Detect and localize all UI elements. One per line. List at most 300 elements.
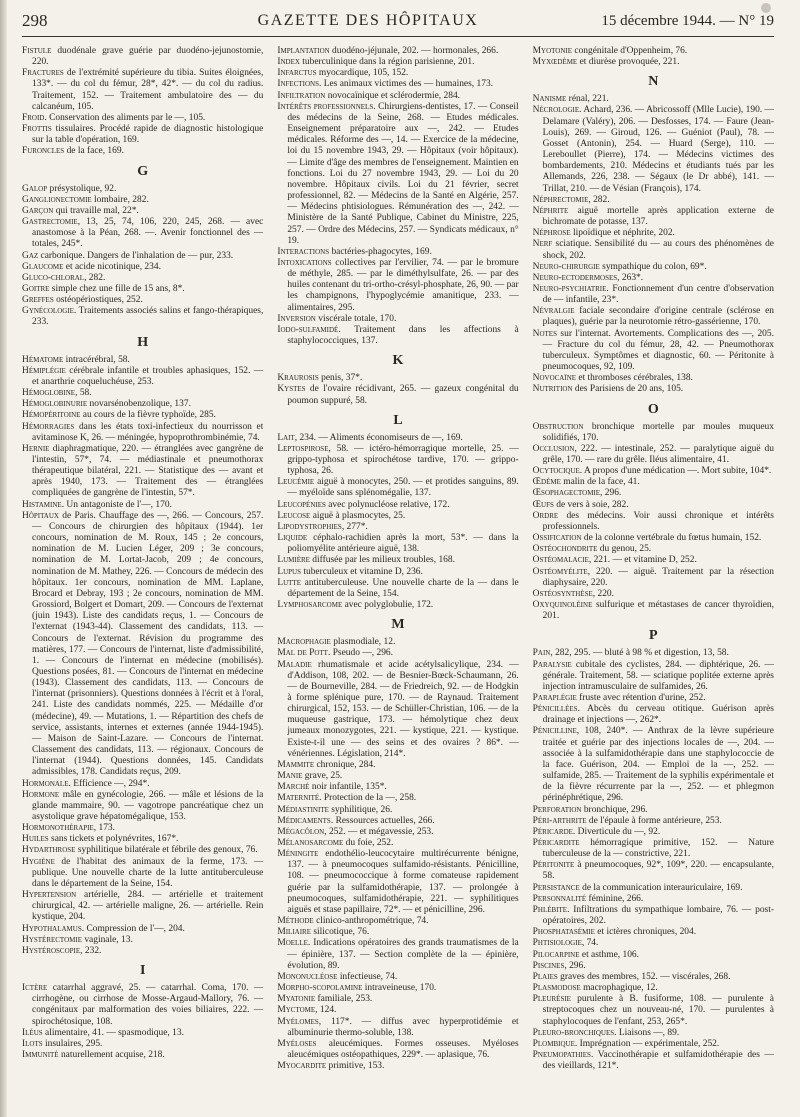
entry-text: faciale secondaire d'origine centrale (sclérose en plaques), guérie par la neurotomie rétro-gassérienne, 170. <box>542 306 774 328</box>
entry-text: qui travaille mal, 22*. <box>53 205 139 216</box>
entry-keyword: Hernie <box>22 443 50 454</box>
section-letter: L <box>393 412 403 428</box>
entry-text: fruste avec rétention d'urine, 252. <box>576 692 706 703</box>
entry-text: tissulaires. Procédé rapide de diagnostic histologique sur la table d'opération, 169. <box>32 124 264 146</box>
index-entry <box>533 983 774 994</box>
index-entry <box>533 1039 774 1050</box>
index-entry <box>277 477 518 499</box>
entry-keyword: Mammite <box>277 759 315 770</box>
entry-text: plasmodiale, 12. <box>330 637 396 648</box>
section-letter: N <box>648 74 659 90</box>
index-entry <box>277 325 518 347</box>
entry-text: . Imprégnation — expérimentale, 252. <box>574 1038 720 1049</box>
entry-keyword: Hémorragies <box>22 421 75 432</box>
entry-text: du genou, 25. <box>597 544 652 555</box>
index-entry <box>22 388 263 399</box>
entry-keyword: Implantation <box>277 46 330 56</box>
index-entry <box>277 660 518 760</box>
entry-text: , 282. <box>588 194 610 205</box>
index-column-3 <box>533 46 774 1111</box>
index-entry <box>533 726 774 804</box>
index-entry <box>277 533 518 555</box>
index-entry <box>277 314 518 325</box>
entry-keyword: Froid <box>22 112 45 123</box>
entry-text: . Diverticule du —, 92. <box>572 826 661 837</box>
entry-text: , 263*. <box>617 272 644 283</box>
entry-keyword: Myctome <box>277 1005 316 1016</box>
entry-text: artérielle, 284. — artérielle et traitement chirurgical, 42. — artérielle maligne, 26. — artérielle. Rein kystique, 204. <box>32 890 264 923</box>
index-entry <box>533 589 774 600</box>
index-entry <box>533 860 774 882</box>
issue-date: 15 décembre 1944. — N° 19 <box>601 12 774 29</box>
entry-keyword: Péri-arthrite <box>532 815 587 826</box>
index-entry <box>277 771 518 782</box>
index-entry <box>277 916 518 927</box>
index-entry <box>533 544 774 555</box>
entry-keyword: Gastrectomie <box>22 217 78 228</box>
entry-text: diffusée par les milieux troubles, 168. <box>309 555 455 566</box>
entry-text: . Protection de la —, 258. <box>319 793 417 804</box>
entry-keyword: Hypothalamus <box>22 923 82 934</box>
entry-text: sur l'internat. Avortements. Complications des —, 205. — Fracture du col du fémur, 28, 42. — Pneumothorax tuberculeux. Symptômes et diagnostic, 60. — Péritonite à pneumocoques, 92, 109. <box>542 328 774 373</box>
entry-text: . Fonctionnement d'un centre d'observation de — infantile, 23*. <box>542 283 774 306</box>
entry-keyword: Médicaments <box>277 815 331 826</box>
index-entry <box>533 1028 774 1039</box>
entry-keyword: Neuro-ectodermoses <box>532 272 618 283</box>
entry-keyword: Péritonite <box>532 860 575 871</box>
entry-keyword: Oxyquinoléine <box>532 600 593 611</box>
index-entry <box>277 102 518 247</box>
index-entry <box>533 994 774 1027</box>
index-entry <box>277 91 518 102</box>
entry-keyword: Névralgie <box>532 306 575 317</box>
entry-keyword: Hystérectomie <box>22 934 82 945</box>
index-entry <box>22 779 263 790</box>
entry-keyword: Médiastinite <box>277 804 329 815</box>
entry-keyword: Myéloses <box>277 1038 317 1049</box>
entry-text: . Ressources actuelles, 266. <box>330 815 435 826</box>
index-entry <box>533 600 774 622</box>
entry-text: au cours de la fièvre typhoïde, 285. <box>80 410 216 421</box>
index-entry <box>22 983 263 1028</box>
entry-keyword: Ossification <box>532 533 582 544</box>
entry-text: de la colonne vertébrale du fœtus humain, 152. <box>581 533 762 544</box>
entry-keyword: Goitre <box>22 283 50 294</box>
entry-text: penis, 37*. <box>318 373 363 384</box>
index-entry <box>277 648 518 659</box>
index-entry <box>533 206 774 228</box>
entry-keyword: Hormonale <box>22 778 69 789</box>
entry-text: et asthme, 106. <box>579 949 640 960</box>
entry-text: antituberculeuse. Une nouvelle charte de la — dans le département de la Seine, 154. <box>287 577 519 599</box>
index-entry <box>22 262 263 273</box>
index-entry <box>277 927 518 938</box>
entry-keyword: Nutrition <box>532 384 573 395</box>
entry-keyword: Plaies <box>532 971 558 982</box>
entry-text: . Conservation des aliments par le —, 105. <box>44 112 206 123</box>
entry-keyword: Plombique <box>532 1038 575 1049</box>
index-entry <box>22 366 263 388</box>
entry-text: malin de la face, 41. <box>560 477 640 488</box>
index-entry <box>277 805 518 816</box>
entry-text: silicotique, 76. <box>311 927 370 938</box>
entry-text: . Traitement dans les affections à staphylococciques, 137. <box>287 324 519 347</box>
entry-keyword: Néphrite <box>532 205 569 216</box>
entry-keyword: Hormonothérapie <box>22 823 94 834</box>
entry-text: bactéries-phagocytes, 169. <box>329 246 432 257</box>
entry-text: duodéno-jéjunale, 202. — hormonales, 266. <box>329 46 499 56</box>
entry-keyword: Marché <box>277 782 310 793</box>
entry-text: insulaires, 295. <box>42 1038 103 1049</box>
entry-keyword: Méthode <box>277 916 314 927</box>
index-entry <box>533 555 774 566</box>
entry-text: sans tickets et polynévrites, 167*. <box>48 834 179 845</box>
entry-text: , 13, 25, 74, 106, 220, 245, 268. — avec anastomose à la Péan, 268. —. Avenir fonctionnel des — totales, 245*. <box>32 217 264 250</box>
entry-keyword: Persistance <box>532 882 580 893</box>
index-entry <box>22 422 263 444</box>
entry-text: des médecins. Voir aussi chronique et intérêts professionnels. <box>542 510 774 532</box>
entry-keyword: Hygiène <box>22 856 55 867</box>
entry-text: , 296. <box>600 488 622 499</box>
entry-keyword: Mal de Pott <box>277 648 328 659</box>
index-column-2 <box>277 46 518 1111</box>
index-entry <box>277 1017 518 1039</box>
entry-keyword: Intoxications <box>277 257 332 268</box>
entry-keyword: Novocaïne <box>532 373 577 384</box>
index-entry <box>22 68 263 113</box>
index-entry <box>277 247 518 258</box>
index-entry <box>277 637 518 648</box>
index-entry <box>533 94 774 105</box>
entry-keyword: Néphrose <box>532 228 571 239</box>
index-entry <box>22 845 263 856</box>
entry-text: de l'épaule à forme antérieure, 253. <box>586 815 722 826</box>
entry-keyword: Phlébite <box>532 904 568 915</box>
entry-keyword: Plasmodose <box>532 983 581 994</box>
entry-keyword: Piscines <box>532 960 565 971</box>
index-entry <box>533 306 774 328</box>
section-letter: H <box>137 334 149 350</box>
entry-keyword: Myatonie <box>277 994 316 1005</box>
index-entry <box>533 648 774 659</box>
index-entry <box>533 284 774 306</box>
index-entry <box>533 57 774 68</box>
index-entry <box>277 68 518 79</box>
entry-text: primitive, 153. <box>326 1061 385 1072</box>
entry-text: , 74. <box>581 938 599 949</box>
entry-keyword: Pleuro-bronchiques <box>532 1027 615 1038</box>
entry-text: catarrhal aggravé, 25. — catarrhal. Coma, 170. — cirrhogène, ou cirrhose de Mosse-Argaud-Mallory, 76. — congénitaux par malformation des voies biliaires, 222. — spirochétosique, 108. <box>32 983 264 1027</box>
index-entry <box>277 793 518 804</box>
entry-text: rhumatismale et acide acétylsalicylique, 234. — d'Addison, 108, 202. — de Besnier-Bœck-Schaumann, 26. — de Bourneville, 284. — de Friedreich, 92. — de Hodgkin à forme splénique pure, 170. — de Raynaud. Traitement chirurgical, 152, 153. — de Schüller-Christian, 106. — de la muqueuse gastrique, 173. — hémolytique chez deux jumeaux monozygotes, 221. — kystique, 221. — kystique. Existe-t-il une — des seins et des ovaires ? 86*. — vénériennes. Législation, 214*. <box>287 659 519 759</box>
entry-text: mâle en gynécologie, 266. — mâle et lésions de la glande mammaire, 90. — vagotrope pancréatique chez un asystolique grave hépatomégalique, 153. <box>32 789 264 822</box>
entry-keyword: Hémopéritoine <box>22 410 81 421</box>
entry-keyword: Mélanosarcome <box>277 838 344 848</box>
entry-keyword: Pilocarpine <box>532 949 580 960</box>
entry-keyword: Lait <box>277 432 295 443</box>
entry-text: de l'habitat des animaux de la ferme, 173. — publique. Une nouvelle charte de la lutte antituberculeuse dans le département de la Seine, 154. <box>32 856 264 889</box>
entry-text: intracérébral, 58. <box>63 354 130 365</box>
entry-text: , 117*. — diffus avec hyperprotidémie et albuminurie thermo-soluble, 138. <box>287 1016 519 1038</box>
index-entry <box>277 79 518 90</box>
index-entry <box>22 924 263 935</box>
entry-keyword: Hématome <box>22 354 64 365</box>
entry-text: céphalo-rachidien après la mort, 53*. — dans la poliomyélite antérieure aiguë, 138. <box>287 533 519 555</box>
index-entry <box>22 399 263 410</box>
index-entry <box>533 422 774 444</box>
entry-text: sulfurique et métastases de cancer thyroïdien, 201. <box>542 600 774 622</box>
index-entry <box>533 927 774 938</box>
entry-keyword: Interactions <box>277 246 330 257</box>
entry-text: . Indications opératoires des grands traumatismes de la — épinière, 137. — Section complète de la — épinière, évolution, 89. <box>287 938 519 971</box>
index-entry <box>22 946 263 957</box>
entry-text: hémorragique primitive, 152. — Nature tuberculeuse de la — constrictive, 221. <box>542 838 774 860</box>
page-header <box>22 6 774 37</box>
entry-keyword: Infarctus <box>277 68 317 79</box>
entry-text: graves des membres, 152. — viscérales, 268. <box>557 971 731 982</box>
entry-keyword: Fractures <box>22 68 64 79</box>
index-entry <box>22 355 263 366</box>
entry-text: cubitale des cyclistes, 284. — diphtérique, 26. — générale. Traitement, 58. — sciatique poplitée externe après injection intramusculaire de sulfamides, 26. <box>542 659 774 692</box>
entry-text: intraveineuse, 170. <box>362 983 437 994</box>
index-entry <box>533 894 774 905</box>
entry-text: de la communication interauriculaire, 169. <box>579 882 743 893</box>
index-entry <box>277 578 518 600</box>
entry-text: aiguë à plasmocytes, 25. <box>310 510 406 521</box>
entry-text: tuberculeux et vitamine D, 236. <box>301 566 423 577</box>
entry-keyword: Maternité <box>277 793 320 804</box>
entry-text: et thromboses cérébrales, 138. <box>576 373 693 384</box>
entry-keyword: Lipodystrophies <box>277 521 342 532</box>
entry-text: aiguë à monocytes, 250. — et protides sanguins, 89. — myéloïde sans splénomégalie, 137. <box>287 477 519 499</box>
index-entry <box>277 1005 518 1016</box>
entry-text: congénitale d'Oppenheim, 76. <box>572 46 688 56</box>
index-entry <box>533 488 774 499</box>
entry-text: , 58. — ictéro-hémorragique mortelle, 25. — grippo-typhosa et spirochétose tardive, 170. — grippo-typhosa, 26. <box>287 443 519 477</box>
index-entry <box>22 273 263 284</box>
entry-text: cérébrale infantile et troubles aphasiques, 152. — et anarthrie coqueluchéuse, 253. <box>32 365 264 387</box>
entry-text: bronchique, 296. <box>581 804 648 815</box>
entry-text: viscérale totale, 170. <box>315 313 397 324</box>
entry-text: de l'extrémité supérieure du tibia. Suites éloignées, 133*. — du col du fémur, 28*, 42*. — du col du radius. Traitement, 152. — Traitement ambulatoire des — du calcanéum, 105. <box>32 68 264 112</box>
entry-keyword: Moelle <box>277 938 308 949</box>
entry-text: , 173. <box>93 823 115 834</box>
entry-text: et ictères chroniques, 204. <box>594 927 697 938</box>
entry-text: , 124. <box>315 1005 337 1016</box>
entry-keyword: Inversion <box>277 313 316 324</box>
entry-text: , 232. <box>80 945 102 956</box>
index-entry <box>22 890 263 923</box>
index-entry <box>533 1050 774 1072</box>
entry-text: macrophagique, 12. <box>580 983 658 994</box>
index-entry <box>533 228 774 239</box>
index-entry <box>22 206 263 217</box>
index-entry <box>22 500 263 511</box>
entry-text: carbonique. Dangers de l'inhalation de — pur, 233. <box>38 250 234 261</box>
index-entry <box>277 938 518 971</box>
entry-text: tuberculinique dans la région parisienne, 201. <box>299 57 475 68</box>
entry-keyword: Pénicilline <box>532 726 577 737</box>
entry-text: syphilitique bilatérale et fébrile des genoux, 76. <box>75 845 258 856</box>
index-entry <box>22 306 263 328</box>
index-entry <box>533 477 774 488</box>
entry-keyword: Kraurosis <box>277 373 319 384</box>
entry-keyword: Mononucléose <box>277 971 338 982</box>
entry-keyword: Greffes <box>22 295 54 306</box>
entry-text: . Infiltrations du sympathique lombaire, 76. — post-opératoires, 202. <box>542 904 774 927</box>
entry-text: grave, 25. <box>302 771 343 782</box>
entry-keyword: Kystes <box>277 384 306 395</box>
entry-text: . Chirurgiens-dentistes, 17. — Conseil des médecins de la Seine, 268. — Etudes médicales. Enseignement préparatoire aux —, 242. — Etudes médicales. Réforme des —, 14. — Exercice de la médecine, loi du 15 novembre 1943, 29. — Hôpitaux (voir hôpitaux). — Limite d'âge des membres de l'enseignement. Maintien en fonctions. Loi du 27 novembre 1943, 29. — Loi du 20 novembre. Hôpitaux civils. Loi du 21 février, secret professionnel, 82. — Médecins de la Santé en Algérie, 257. — Médecins phtisiologues. Rémunération des —, 242. — Ministère de la Santé Publique, Cabinet du Ministre, 225, 257. — Ordre des Médecins, 257. — Syndicats médicaux, n° 19. <box>287 101 519 246</box>
entry-text: et acide nicotinique, 234. <box>63 261 161 272</box>
entry-text: . Achard, 236. — Abricossoff (Mlle Lucie), 190. — Delamare (Valéry), 206. — Desfosses, 174. — Faure (Jean-Louis), 269. — Giroud, 126. — Guéniot (Paul), 78. — Gosset (Antonin), 254. — Huard (Serge), 110. — Lereboullet (Pierre), 174. — Médecins victimes des bombardements, 210. Médecins et étudiants tués par les Allemands, 226, 238. — Ségaux (le Dr abbé), 141. — Trillat, 210. — de Vésian (François), 174. <box>542 105 774 194</box>
entry-keyword: Myélomes <box>277 1016 319 1027</box>
index-entry <box>22 935 263 946</box>
entry-text: aleucémiques. Formes osseuses. Myéloses aleucémiques ostéopathiques, 229*. — aplasique, 76. <box>287 1038 519 1060</box>
entry-text: des Parisiens de 20 ans, 105. <box>572 384 684 395</box>
entry-text: féminine, 266. <box>586 893 644 904</box>
entry-text: , 277*. <box>341 521 368 532</box>
entry-keyword: Huiles <box>22 834 49 845</box>
index-entry <box>277 1061 518 1072</box>
entry-keyword: Morpho-scopolamine <box>277 983 363 994</box>
entry-keyword: Neuro-psychiatrie <box>532 283 607 294</box>
index-entry <box>277 983 518 994</box>
entry-text: diaphragmatique, 220. — étranglées avec gangrène de l'intestin, 57*, 74. — médiastinale et pneumothorax thérapeutique bilatéral, 221. — Statistique des — avant et après 1940, 173. — Traitement des — étranglées compliquées de gangrène de l'intestin, 57*. <box>32 443 264 499</box>
entry-text: lombaire, 282. <box>91 194 149 205</box>
journal-title: GAZETTE DES HÔPITAUX <box>257 12 479 29</box>
index-entry <box>22 834 263 845</box>
index-entry <box>277 782 518 793</box>
entry-keyword: Phosphatasémie <box>532 927 595 938</box>
entry-keyword: Ictère <box>22 983 48 994</box>
index-entry <box>533 693 774 704</box>
entry-keyword: Occlusion <box>532 443 575 454</box>
index-entry <box>22 410 263 421</box>
entry-keyword: Myxœdème <box>532 57 578 68</box>
entry-text: chronique, 284. <box>314 759 376 770</box>
entry-keyword: Index <box>277 57 300 68</box>
entry-text: . Liaisons —, 89. <box>614 1027 680 1038</box>
section-letter: P <box>649 628 658 644</box>
entry-keyword: Lutte <box>277 577 301 588</box>
index-entry <box>533 961 774 972</box>
entry-text: à pneumocoques, 92*, 109*, 220. — encapsulante, 58. <box>542 860 774 882</box>
entry-text: , 282. <box>84 272 106 283</box>
index-entry <box>277 444 518 477</box>
index-entry <box>533 444 774 466</box>
index-entry <box>277 760 518 771</box>
entry-text: dans les états toxi-infectieux du nourrisson et avitaminose K, 26. — méningée, hypoprothrombinémie, 74. <box>32 421 264 443</box>
entry-keyword: Paraplégie <box>532 692 577 703</box>
index-entry <box>533 827 774 838</box>
entry-text: avec polynucléose relative, 172. <box>325 499 450 510</box>
index-entry <box>533 567 774 589</box>
entry-text: , 221. — et vitamine D, 252. <box>588 555 697 566</box>
entry-keyword: Ordre <box>532 510 559 521</box>
index-entry <box>22 217 263 250</box>
entry-text: , 222. — intestinale, 252. — paralytique aiguë du grêle, 170. — rare du grêle. Iléus alimentaire, 41. <box>542 443 774 465</box>
index-entry <box>22 1028 263 1039</box>
entry-keyword: Ostéosynthèse <box>532 588 593 599</box>
index-entry <box>277 522 518 533</box>
entry-keyword: Hydarthrose <box>22 845 76 856</box>
entry-text: . Abcès du cerveau otitique. Guérison après drainage et injections —, 262*. <box>542 704 774 726</box>
index-entry <box>277 384 518 406</box>
entry-keyword: Manie <box>277 771 303 782</box>
entry-keyword: Œsophagectomie <box>532 488 601 499</box>
index-entry <box>22 146 263 157</box>
entry-keyword: Infiltration <box>277 90 326 101</box>
index-entry <box>277 555 518 566</box>
entry-keyword: Paralysie <box>532 659 572 670</box>
entry-text: rénal, 221. <box>566 94 609 105</box>
section-letter: K <box>392 353 404 369</box>
index-entry <box>277 500 518 511</box>
section-letter: G <box>137 163 149 179</box>
index-entry <box>533 105 774 194</box>
entry-text: sympathique du colon, 69*. <box>599 261 707 272</box>
index-entry <box>533 195 774 206</box>
index-entry <box>22 511 263 779</box>
entry-keyword: Galop <box>22 183 48 194</box>
entry-text: , 220. — aiguë. Traitement par la résection diaphysaire, 220. <box>542 566 774 588</box>
entry-text: familiale, 253. <box>315 994 373 1005</box>
index-entry <box>22 823 263 834</box>
entry-keyword: Macrophagie <box>277 637 331 648</box>
index-entry <box>22 857 263 890</box>
entry-text: de vers à soie, 282. <box>553 499 629 510</box>
entry-keyword: Leucose <box>277 510 311 521</box>
entry-keyword: Mégacôlon <box>277 826 325 837</box>
entry-keyword: Lymphosarcome <box>277 600 343 611</box>
entry-text: purulente à B. fusiforme, 108. — purulente à streptocoques chez un nouveau-né, 170. — purulentes à staphylocoques de l'enfant, 253, 265*. <box>542 994 774 1027</box>
section-letter: M <box>391 617 405 633</box>
index-entry <box>22 284 263 295</box>
page-binding-edge <box>0 0 7 1117</box>
entry-text: novarsénobenzolique, 137. <box>87 399 191 410</box>
entry-text: de l'ovaire récidivant, 265. — gazeux congénital du poumon suppuré, 58. <box>287 384 519 406</box>
index-entry <box>277 511 518 522</box>
entry-keyword: Hôpitaux <box>22 510 59 521</box>
entry-keyword: Miliaire <box>277 927 311 938</box>
index-entry <box>22 46 263 68</box>
index-entry <box>22 251 263 262</box>
entry-keyword: Myocardite <box>277 1061 327 1072</box>
entry-keyword: Pain <box>532 648 551 659</box>
index-entry <box>22 444 263 500</box>
entry-keyword: Histamine <box>22 499 62 510</box>
index-entry <box>22 295 263 306</box>
entry-keyword: Infections <box>277 79 319 90</box>
entry-keyword: Gynécologie <box>22 306 74 317</box>
entry-keyword: Ocytocique <box>532 466 580 477</box>
entry-keyword: Furoncles <box>22 146 65 157</box>
index-entry <box>533 329 774 374</box>
index-entry <box>533 46 774 57</box>
index-entry <box>22 1050 263 1061</box>
index-entry <box>277 373 518 384</box>
entry-keyword: Iléus <box>22 1027 43 1038</box>
entry-text: . Un antagoniste de l'—, 170. <box>61 499 172 510</box>
entry-text: , 108, 240*. — Anthrax de la lèvre supérieure traitée et guérie par des injections locales de —, 204. — associée à la sulfamidothérapie dans une staphylococcie de la face. Guérison, 204. — Emploi de la —, 252. —sulfamide, 285. — Traitement de la syphilis expérimentale et de la fièvre récurrente par la —, 252. — et phlegmon périnéphrétique, 296. <box>542 726 774 804</box>
entry-text: du foie, 252. <box>343 838 394 848</box>
index-entry <box>277 1039 518 1061</box>
entry-text: sciatique. Sensibilité du — au cours des phénomènes de shock, 202. <box>542 239 774 261</box>
entry-text: bronchique mortelle par moules muqueux solidifiés, 170. <box>542 421 774 443</box>
index-entry <box>533 262 774 273</box>
entry-keyword: Néphrectomie <box>532 194 589 205</box>
